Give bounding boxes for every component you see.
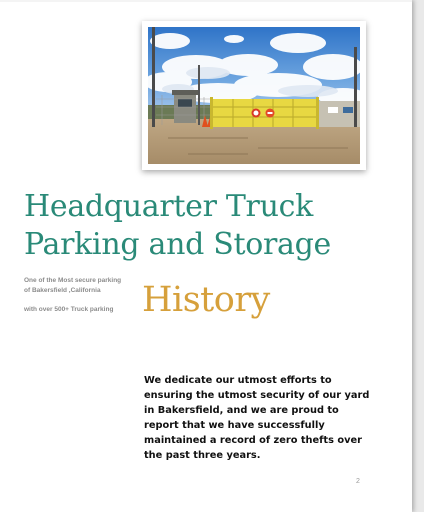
body-paragraph: We dedicate our utmost efforts to ensuring the utmost security of our yard in Bakersfield, and we are proud to report that we have successfully maintained a record of zero thefts over the past three years. (144, 375, 370, 461)
yellow-gate-truck-yard-photo (148, 27, 360, 164)
side-note-capacity: with over 500+ Truck parking (24, 306, 114, 313)
photo-frame (142, 21, 366, 170)
document-title (24, 188, 331, 264)
title-line-1: Headquarter Truck (24, 189, 313, 224)
page-number: 2 (356, 478, 360, 485)
side-note-location: One of the Most secure parking of Bakersfield ,California (24, 277, 122, 294)
side-notes (24, 276, 134, 315)
section-heading: History (142, 280, 270, 320)
title-line-2: Parking and Storage (24, 227, 332, 262)
top-edge (0, 0, 412, 2)
